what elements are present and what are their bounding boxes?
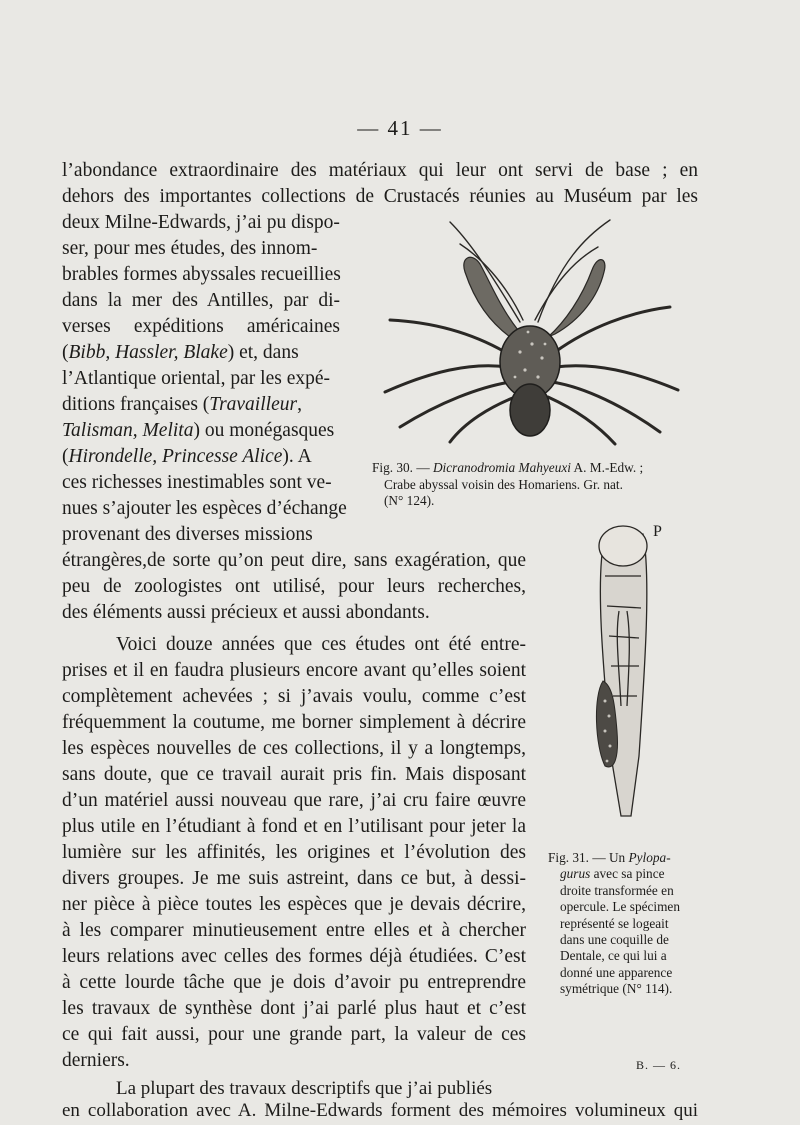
text-line: deux Milne-Edwards, j’ai pu dispo-: [62, 212, 340, 233]
text-line: les travaux de synthèse dont j’ai parlé plus haut et c’est: [62, 998, 526, 1019]
text-line: (Hirondelle, Princesse Alice). A: [62, 446, 312, 467]
text-line: provenant des diverses missions: [62, 524, 313, 545]
text-line: les espèces nouvelles de ces collections, il y a longtemps,: [62, 738, 526, 759]
text-line: peu de zoologistes ont utilisé, pour leurs recherches,: [62, 576, 526, 597]
text-line: Voici douze années que ces études ont été entre-: [116, 634, 526, 655]
caption-line: symétrique (N° 114).: [560, 981, 673, 997]
text-line: des éléments aussi précieux et aussi abondants.: [62, 602, 430, 623]
page-number: — 41 —: [357, 116, 443, 140]
text-line: dans la mer des Antilles, par di-: [62, 290, 340, 311]
text-line: ser, pour mes études, des innom-: [62, 238, 318, 259]
text-line: verses expéditions américaines: [62, 316, 340, 337]
text-line: ces richesses inestimables sont ve-: [62, 472, 332, 493]
text-line: brables formes abyssales recueillies: [62, 264, 341, 285]
text-line: divers groupes. Je me suis astreint, dans ce but, à dessi-: [62, 868, 526, 889]
text-line: l’Atlantique oriental, par les expé-: [62, 368, 331, 389]
text-line: nues s’ajouter les espèces d’échange: [62, 498, 347, 519]
text-line: complètement achevées ; si j’avais voulu, comme c’est: [62, 686, 526, 707]
text-line: leurs relations avec celles des formes déjà étudiées. C’est: [62, 946, 526, 967]
text-line: (Bibb, Hassler, Blake) et, dans: [62, 342, 299, 363]
caption-line: (N° 124).: [384, 493, 435, 508]
text-line: ce qui fait aussi, pour une grande part, la valeur de ces: [62, 1024, 526, 1045]
caption-line: Fig. 30. — Dicranodromia Mahyeuxi A. M.-Edw. ;: [372, 460, 644, 475]
text-line: La plupart des travaux descriptifs que j’ai publiés: [116, 1078, 493, 1099]
text-line: l’abondance extraordinaire des matériaux qui leur ont servi de base ; en: [62, 160, 698, 181]
caption-line: représenté se logeait: [560, 915, 669, 931]
text-line: étrangères,de sorte qu’on peut dire, sans exagération, que: [62, 550, 526, 571]
caption-line: opercule. Le spécimen: [560, 899, 680, 915]
text-line: dehors des importantes collections de Crustacés réunies au Muséum par les: [62, 186, 698, 207]
text-line: sans doute, que ce travail aurait pris fin. Mais disposant: [62, 764, 526, 785]
text-line: Talisman, Melita) ou monégasques: [62, 420, 335, 441]
caption-line: droite transformée en: [560, 882, 674, 898]
pylopagurus-illustration: [575, 516, 685, 846]
text-line: ditions françaises (Travailleur,: [62, 394, 302, 415]
caption-line: Dentale, ce qui lui a: [560, 948, 667, 964]
text-line: plus utile en l’étudiant à fond et en l’utilisant pour jeter la: [62, 816, 526, 837]
text-line: en collaboration avec A. Milne-Edwards forment des mémoires volumineux qui: [62, 1100, 698, 1121]
caption-line: gurus avec sa pince: [560, 866, 665, 882]
caption-line: donné une apparence: [560, 964, 673, 980]
text-line: derniers.: [62, 1050, 130, 1071]
figure-31-caption: [548, 850, 700, 998]
text-line: à cette lourde tâche que je dois d’avoir pu entreprendre: [62, 972, 526, 993]
text-line: fréquemment la coutume, me borner simplement à décrire: [62, 712, 526, 733]
species-name: Dicranodromia Mahyeuxi: [432, 460, 571, 475]
caption-line: Crabe abyssal voisin des Homariens. Gr. nat.: [384, 476, 623, 492]
caption-line: Fig. 31. — Un Pylopa-: [548, 850, 671, 865]
text-line: lumière sur les affinités, les origines et l’évolution des: [62, 842, 526, 863]
figure-30-caption: [372, 460, 702, 510]
text-line: d’un matériel aussi nouveau que rare, j’ai cru faire œuvre: [62, 790, 526, 811]
caption-line: dans une coquille de: [560, 932, 669, 948]
ship-names: Bibb, Hassler, Blake: [68, 342, 228, 363]
label-p: P: [653, 523, 662, 540]
text-line: ner pièce à pièce toutes les espèces que je devais décrire,: [62, 894, 526, 915]
text-line: prises et il en faudra plusieurs encore avant qu’elles soient: [62, 660, 526, 681]
text-line: à les comparer minutieusement entre elles et à chercher: [62, 920, 526, 941]
crab-illustration: [360, 212, 700, 464]
signature-mark: B. — 6.: [636, 1058, 682, 1072]
